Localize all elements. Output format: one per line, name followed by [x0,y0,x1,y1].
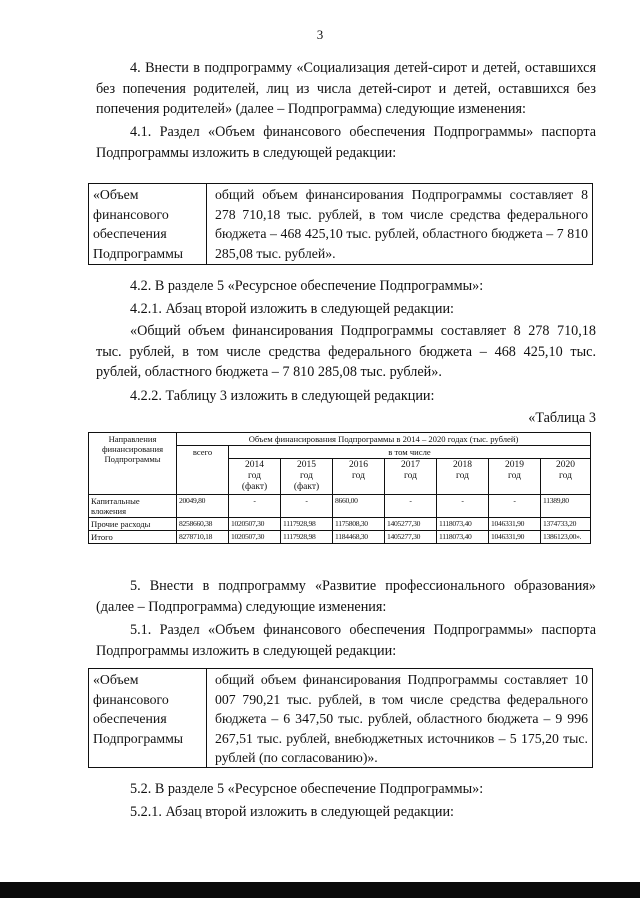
row-value: - [385,495,437,518]
header-year-2017: 2017 год [385,459,437,495]
financing-passport-box-5 [88,668,593,768]
item-5-1: 5.1. Раздел «Объем финансового обеспечения Подпрограммы» паспорта Подпрограммы изложить в следующей редакции: [96,622,596,659]
passport-value: общий объем финансирования Подпрограммы составляет 10 007 790,21 тыс. рублей, в том числе средства федерального бюджета – 6 347,50 тыс. рублей, областного бюджета – 9 996 267,51 тыс. рублей, внебюджетных источников – 5 175,20 тыс. рублей (по согласованию)». [215,672,588,765]
header-incl: в том числе [229,446,591,459]
quote-4-2-1: «Общий объем финансирования Подпрограммы составляет 8 278 710,18 тыс. рублей, в том числе средства федерального бюджета – 468 425,10 тыс. рублей, областного бюджета – 7 810 285,08 тыс. рублей». [96,323,596,380]
row-value: 1020507,30 [229,531,281,544]
passport-label: «Объем финансового обеспечения Подпрограммы [89,669,207,767]
item-5-2: 5.2. В разделе 5 «Ресурсное обеспечение Подпрограммы»: [130,781,484,797]
passport-label: «Объем финансового обеспечения Подпрограммы [89,184,207,264]
item-5-2-1: 5.2.1. Абзац второй изложить в следующей редакции: [130,804,454,820]
row-total: 8278710,18 [177,531,229,544]
row-value: 8660,00 [333,495,385,518]
row-name: Капитальные вложения [89,495,177,518]
header-year-2014: 2014 год (факт) [229,459,281,495]
header-year-2019: 2019 год [489,459,541,495]
row-value: 1386123,00». [541,531,591,544]
row-total: 20049,80 [177,495,229,518]
table-row [89,495,591,518]
section-4-intro: 4. Внести в подпрограмму «Социализация детей-сирот и детей, оставшихся без попечения родителей, лиц из числа детей-сирот и детей, оставшихся без попечения родителей» (далее – Подпрограмма) следующие изменения: [96,60,596,117]
row-value: 1374733,20 [541,518,591,531]
header-total: всего [177,446,229,495]
item-4-2: 4.2. В разделе 5 «Ресурсное обеспечение Подпрограммы»: [130,278,484,294]
row-value: - [489,495,541,518]
row-value: - [281,495,333,518]
scan-edge-bar [0,882,640,898]
row-value: 1405277,30 [385,518,437,531]
item-4-2-1: 4.2.1. Абзац второй изложить в следующей редакции: [130,301,454,317]
row-value: 1046331,90 [489,518,541,531]
header-year-2020: 2020 год [541,459,591,495]
financing-passport-box-4 [88,183,593,265]
row-value: 1046331,90 [489,531,541,544]
row-value: - [437,495,489,518]
row-value: 1117928,98 [281,531,333,544]
row-value: 1020507,30 [229,518,281,531]
row-value: 11389,80 [541,495,591,518]
header-volume: Объем финансирования Подпрограммы в 2014 – 2020 годах (тыс. рублей) [177,433,591,446]
row-value: 1184468,30 [333,531,385,544]
row-value: 1118073,40 [437,518,489,531]
row-value: 1117928,98 [281,518,333,531]
table-3-label: «Таблица 3 [528,410,596,426]
header-year-2015: 2015 год (факт) [281,459,333,495]
row-value: 1118073,40 [437,531,489,544]
item-4-2-2: 4.2.2. Таблицу 3 изложить в следующей редакции: [130,388,435,404]
row-name: Итого [89,531,177,544]
passport-value: общий объем финансирования Подпрограммы составляет 8 278 710,18 тыс. рублей, в том числе средства федерального бюджета – 468 425,10 тыс. рублей, областного бюджета – 7 810 285,08 тыс. рублей». [215,187,588,261]
header-year-2018: 2018 год [437,459,489,495]
row-value: - [229,495,281,518]
row-value: 1175808,30 [333,518,385,531]
row-value: 1405277,30 [385,531,437,544]
item-4-1: 4.1. Раздел «Объем финансового обеспечения Подпрограммы» паспорта Подпрограммы изложить в следующей редакции: [96,124,596,161]
header-year-2016: 2016 год [333,459,385,495]
header-direction: Направления финансирования Подпрограммы [89,433,177,495]
table-row [89,531,591,544]
section-5-intro: 5. Внести в подпрограмму «Развитие профессионального образования» (далее – Подпрограмма) следующие изменения: [96,578,596,615]
row-total: 8258660,38 [177,518,229,531]
table-row [89,518,591,531]
page-number: 3 [316,27,324,42]
row-name: Прочие расходы [89,518,177,531]
financing-table-3 [88,432,591,544]
